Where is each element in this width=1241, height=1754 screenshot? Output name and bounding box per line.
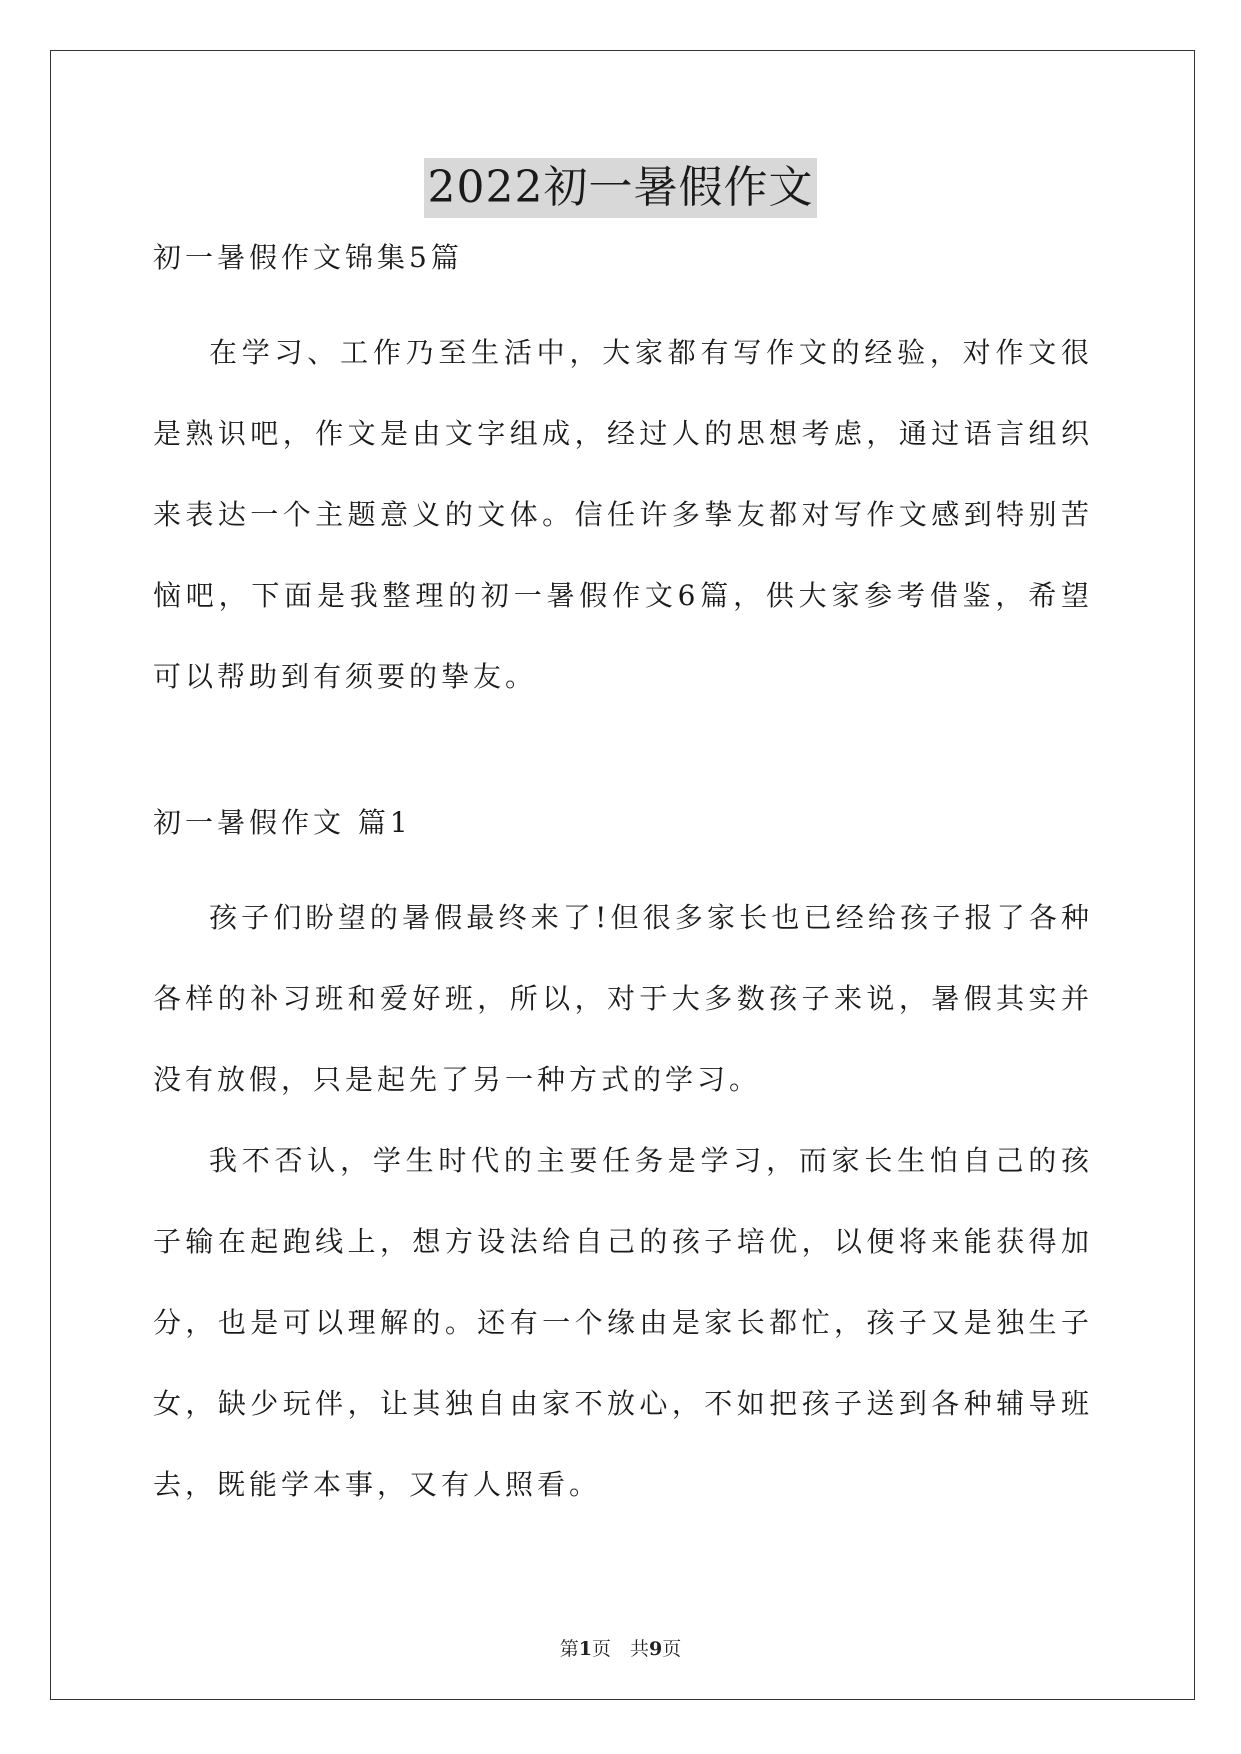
footer-total-pages: 9 — [649, 1638, 663, 1660]
footer-current-page: 1 — [578, 1638, 592, 1660]
footer-prefix: 第 — [559, 1638, 579, 1660]
intro-paragraph: 在学习、工作乃至生活中，大家都有写作文的经验，对作文很是熟识吧，作文是由文字组成，经过人的思想考虑，通过语言组织来表达一个主题意义的文体。信任许多挚友都对写作文感到特别苦恼吧，下面是我整理的初一暑假作文6篇，供大家参考借鉴，希望可以帮助到有须要的挚友。 — [153, 336, 1093, 693]
section-heading: 初一暑假作文 篇1 — [153, 806, 412, 839]
document-body — [153, 232, 1093, 1525]
footer-mid: 页 共 — [591, 1638, 649, 1660]
document-title: 2022初一暑假作文 — [424, 158, 818, 218]
document-title-wrapper — [0, 158, 1241, 218]
body-paragraph-2: 我不否认，学生时代的主要任务是学习，而家长生怕自己的孩子输在起跑线上，想方设法给自己的孩子培优，以便将来能获得加分，也是可以理解的。还有一个缘由是家长都忙，孩子又是独生子女，缺少玩伴，让其独自由家不放心，不如把孩子送到各种辅导班去，既能学本事，又有人照看。 — [153, 1144, 1093, 1501]
document-subtitle: 初一暑假作文锦集5篇 — [153, 241, 463, 274]
page-footer — [0, 1634, 1241, 1661]
body-paragraph-1: 孩子们盼望的暑假最终来了!但很多家长也已经给孩子报了各种各样的补习班和爱好班，所以，对于大多数孩子来说，暑假其实并没有放假，只是起先了另一种方式的学习。 — [153, 901, 1093, 1096]
footer-suffix: 页 — [662, 1638, 682, 1660]
